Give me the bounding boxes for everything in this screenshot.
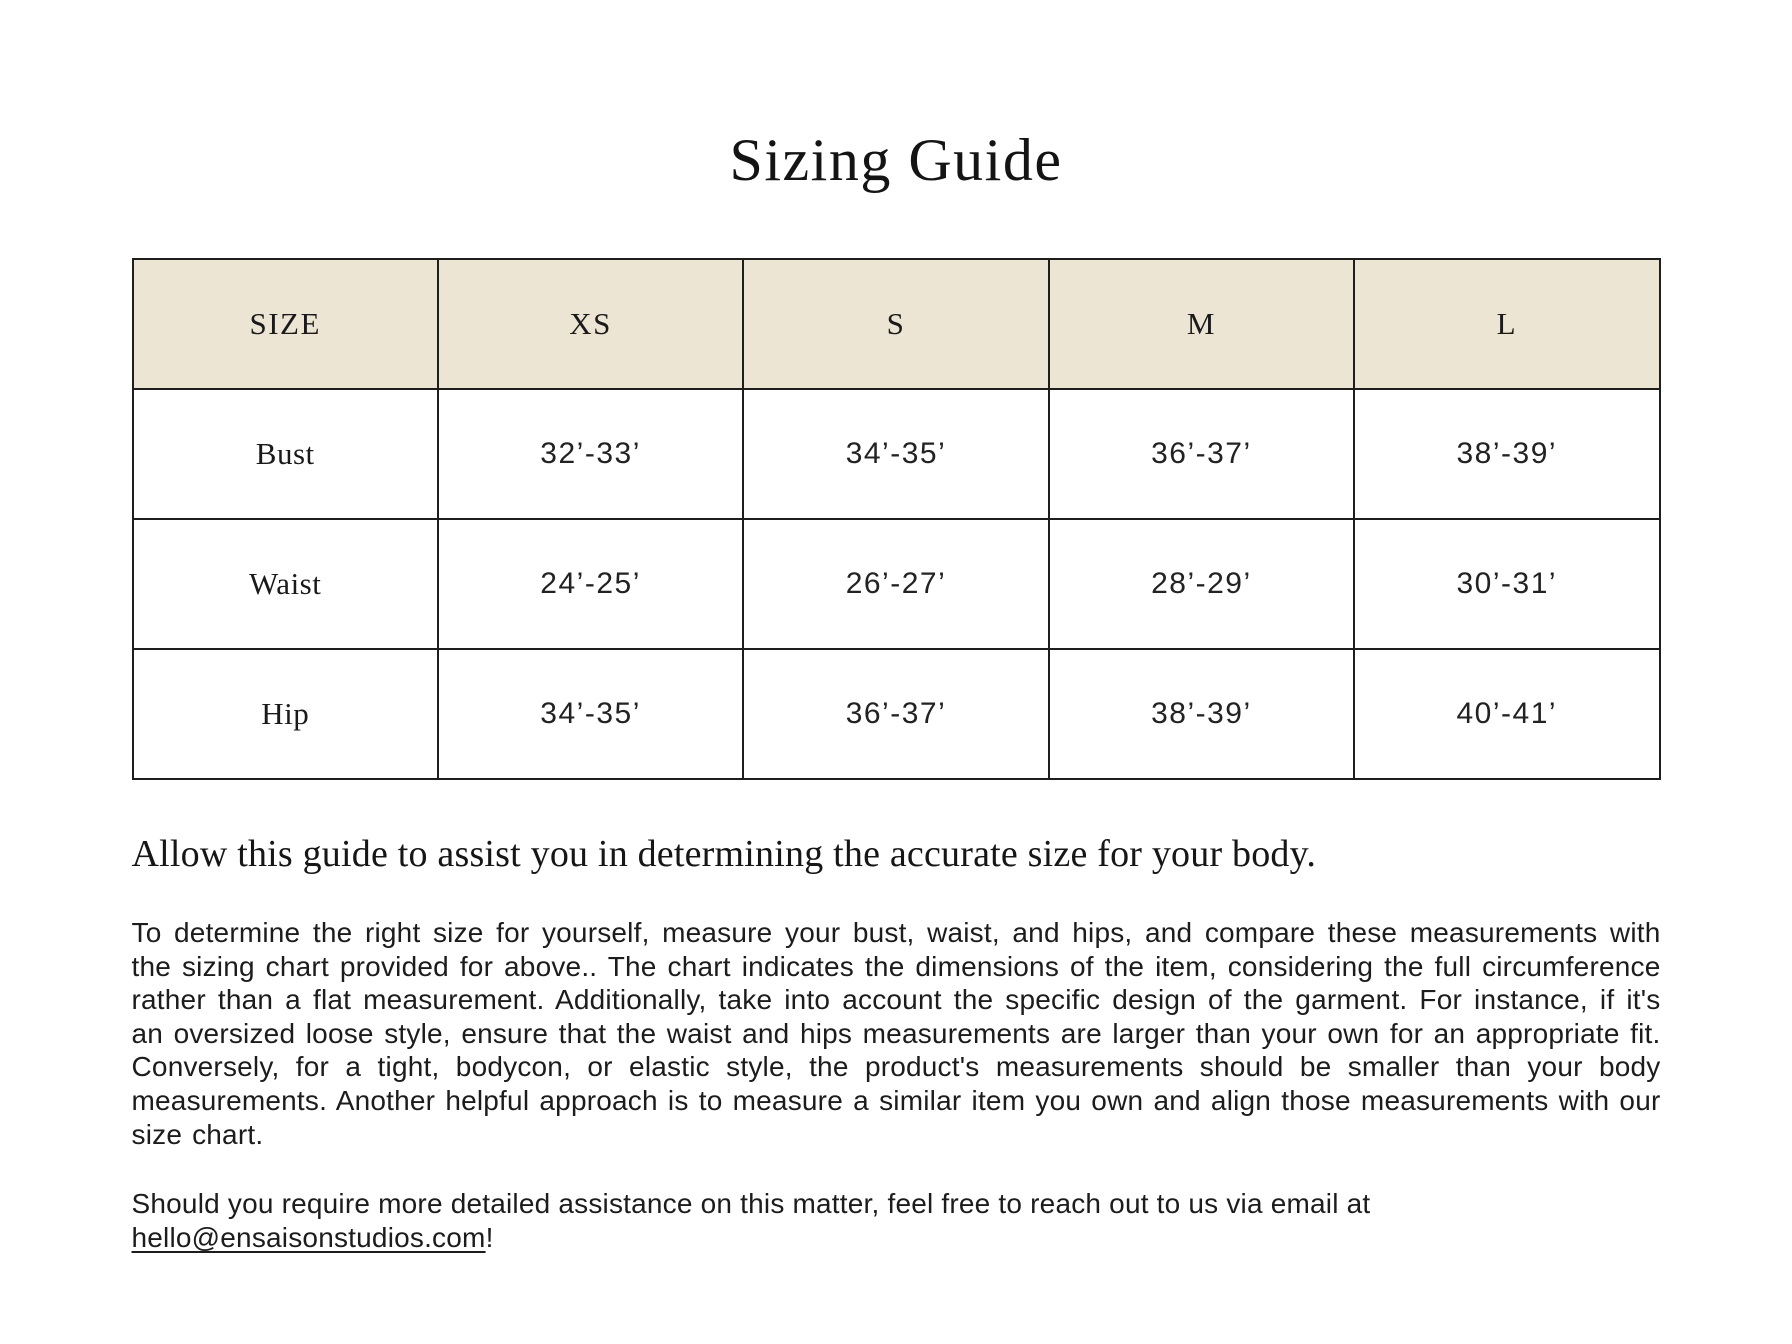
contact-text-prefix: Should you require more detailed assistance on this matter, feel free to reach out to us via email at <box>131 1188 1371 1220</box>
measurement-value-cell: 24’-25’ <box>438 519 743 649</box>
measurement-value-cell: 34’-35’ <box>438 649 743 779</box>
measurement-value-cell: 32’-33’ <box>438 389 743 519</box>
sizing-instructions-paragraph: To determine the right size for yourself, measure your bust, waist, and hips, and compare these measurements with the sizing chart provided for above.. The chart indicates the dimensions of the item, considering the full circumference rather than a flat measurement. Additionally, take into account the specific design of the garment. For instance, if it's an oversized loose style, ensure that the waist and hips measurements are larger than your own for an appropriate fit. Conversely, for a tight, bodycon, or elastic style, the product's measurements should be smaller than your body measurements. Another helpful approach is to measure a similar item you own and align those measurements with our size chart. <box>131 917 1661 1150</box>
size-column-header-xs: XS <box>438 259 743 389</box>
measurement-value-cell: 40’-41’ <box>1354 649 1659 779</box>
measurement-value-cell: 38’-39’ <box>1049 649 1354 779</box>
measurement-row-label: Waist <box>133 519 438 649</box>
page-title: Sizing Guide <box>729 127 1063 193</box>
measurement-value-cell: 38’-39’ <box>1354 389 1659 519</box>
size-column-header: SIZE <box>133 259 438 389</box>
table-row-waist <box>133 519 1660 649</box>
measurement-value-cell: 26’-27’ <box>743 519 1048 649</box>
size-column-header-m: M <box>1049 259 1354 389</box>
size-column-header-s: S <box>743 259 1048 389</box>
measurement-value-cell: 34’-35’ <box>743 389 1048 519</box>
measurement-value-cell: 28’-29’ <box>1049 519 1354 649</box>
table-row-bust <box>133 389 1660 519</box>
table-row-hip <box>133 649 1660 779</box>
contact-text-suffix: ! <box>485 1221 494 1253</box>
size-column-header-l: L <box>1354 259 1659 389</box>
size-table-container <box>132 258 1661 780</box>
intro-sentence: Allow this guide to assist you in determining the accurate size for your body. <box>131 833 1317 875</box>
size-table <box>132 258 1661 780</box>
header-row <box>133 259 1660 389</box>
size-table-header <box>133 259 1660 389</box>
measurement-value-cell: 36’-37’ <box>743 649 1048 779</box>
contact-line <box>132 1187 1661 1254</box>
measurement-row-label: Bust <box>133 389 438 519</box>
measurement-row-label: Hip <box>133 649 438 779</box>
measurement-value-cell: 36’-37’ <box>1049 389 1354 519</box>
email-link[interactable]: hello@ensaisonstudios.com <box>131 1221 486 1253</box>
measurement-value-cell: 30’-31’ <box>1354 519 1659 649</box>
size-table-body <box>133 389 1660 779</box>
